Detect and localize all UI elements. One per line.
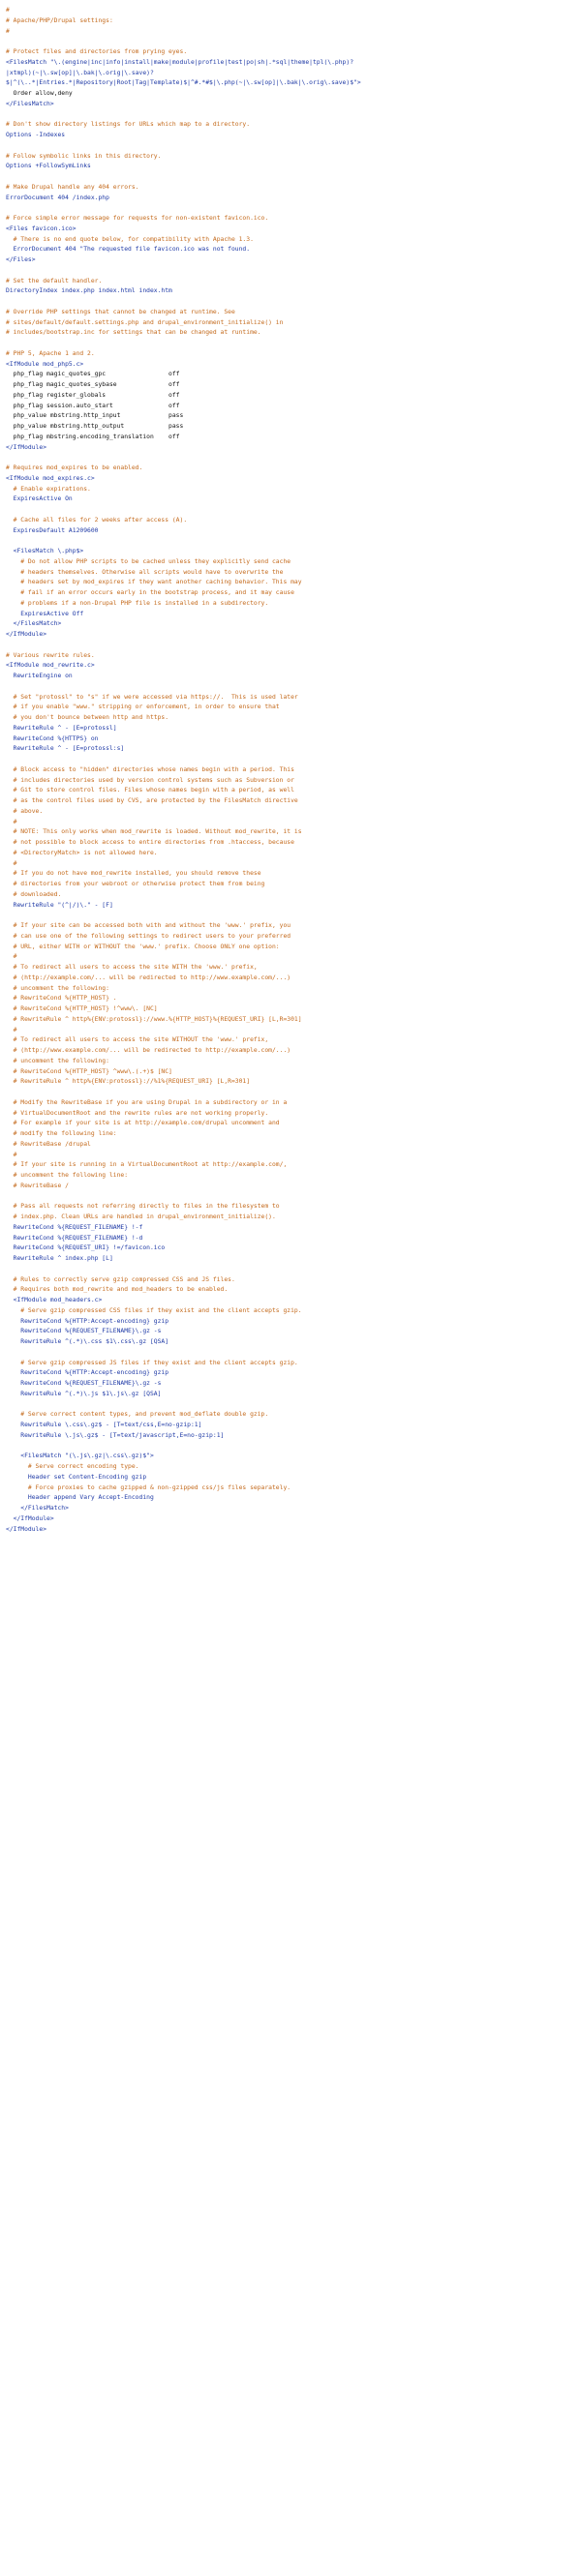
directive-line: RewriteRule ^(.*)\.js $1\.js\.gz [QSA]	[6, 1390, 162, 1397]
comment-line: # Enable expirations.	[6, 485, 91, 493]
comment-line: #	[6, 1151, 17, 1158]
comment-line: # Force simple error message for requests for non-existent favicon.ico.	[6, 215, 269, 222]
directive-line: ErrorDocument 404 /index.php	[6, 194, 109, 201]
comment-line: # PHP 5, Apache 1 and 2.	[6, 349, 95, 357]
tag-line: <FilesMatch "\.(engine|inc|info|install|make|module|profile|test|po|sh|.*sql|theme|tpl(\.php)?	[6, 58, 354, 66]
comment-line: # RewriteRule ^ http%{ENV:protossl}://%1%{REQUEST_URI} [L,R=301]	[6, 1078, 251, 1086]
tag-line: </IfModule>	[6, 1514, 54, 1522]
comment-line: # can use one of the following settings to redirect users to your preferred	[6, 932, 291, 940]
directive-line: ExpiresActive Off	[6, 610, 84, 617]
directive-line: Options +FollowSymLinks	[6, 163, 91, 170]
blank-line	[6, 1088, 575, 1098]
comment-line: # If your site is running in a VirtualDocumentRoot at http://example.com/,	[6, 1161, 288, 1169]
comment-line: # not possible to block access to entire directories from .htaccess, because	[6, 839, 294, 846]
comment-line: # modify the following line:	[6, 1130, 117, 1137]
comment-line: # Rules to correctly serve gzip compressed CSS and JS files.	[6, 1275, 235, 1283]
comment-line: # RewriteBase /	[6, 1182, 69, 1189]
comment-line: # uncomment the following line:	[6, 1172, 129, 1179]
directive-line: Options -Indexes	[6, 132, 66, 138]
comment-line: #	[6, 27, 10, 35]
comment-line: # uncomment the following:	[6, 1057, 109, 1064]
comment-line: # problems if a non-Drupal PHP file is installed in a subdirectory.	[6, 599, 269, 607]
setting-line: Order allow,deny	[6, 90, 73, 97]
comment-line: # as the control files used by CVS, are protected by the FilesMatch directive	[6, 797, 298, 804]
blank-line	[6, 37, 575, 47]
comment-line: # To redirect all users to access the site WITHOUT the 'www.' prefix,	[6, 1036, 269, 1044]
directive-line: DirectoryIndex index.php index.html index.htm	[6, 287, 172, 295]
directive-line: ErrorDocument 404 "The requested file favicon.ico was not found.	[6, 246, 251, 254]
directive-line: RewriteCond %{REQUEST_FILENAME} !-d	[6, 1234, 143, 1242]
comment-line: # Force proxies to cache gzipped & non-gzipped css/js files separately.	[6, 1483, 291, 1491]
directive-line: RewriteCond %{REQUEST_FILENAME}\.gz -s	[6, 1380, 162, 1387]
comment-line: #	[6, 953, 17, 961]
directive-line: RewriteCond %{HTTP:Accept-encoding} gzip	[6, 1369, 169, 1377]
blank-line	[6, 1192, 575, 1203]
tag-line: <Files favicon.ico>	[6, 225, 76, 232]
comment-line: #	[6, 1026, 17, 1033]
comment-line: # Serve gzip compressed CSS files if they exist and the client accepts gzip.	[6, 1306, 302, 1314]
blank-line	[6, 1442, 575, 1453]
tag-line: </IfModule>	[6, 1525, 47, 1533]
comment-line: # RewriteCond %{HTTP_HOST} ^www\.(.+)$ [NC]	[6, 1067, 172, 1075]
blank-line	[6, 641, 575, 651]
comment-line: # (http://www.example.com/... will be redirected to http://example.com/...)	[6, 1047, 291, 1054]
comment-line: # Serve correct encoding type.	[6, 1463, 139, 1470]
comment-line: # Do not allow PHP scripts to be cached unless they explicitly send cache	[6, 557, 291, 565]
blank-line	[6, 1400, 575, 1411]
comment-line: # RewriteBase /drupal	[6, 1140, 91, 1148]
comment-line: # downloaded.	[6, 890, 62, 898]
comment-line: # Various rewrite rules.	[6, 651, 95, 659]
comment-line: # Serve gzip compressed JS files if they exist and the client accepts gzip.	[6, 1359, 298, 1366]
comment-line: # you don't bounce between http and https.	[6, 714, 169, 721]
comment-line: #	[6, 818, 17, 825]
comment-line: # headers set by mod_expires if they want another caching behavior. This may	[6, 579, 302, 586]
tag-line: </IfModule>	[6, 443, 47, 451]
directive-line: RewriteRule \.js\.gz$ - [T=text/javascript,E=no-gzip:1]	[6, 1431, 225, 1439]
comment-line: # if you enable "www." stripping or enforcement, in order to ensure that	[6, 704, 280, 711]
directive-line: Header append Vary Accept-Encoding	[6, 1494, 154, 1502]
directive-line: RewriteCond %{HTTPS} on	[6, 734, 99, 742]
tag-line: <IfModule mod_expires.c>	[6, 474, 95, 482]
blank-line	[6, 266, 575, 277]
blank-line	[6, 682, 575, 693]
directive-line: RewriteRule ^ - [E=protossl:s]	[6, 745, 125, 753]
comment-line: # above.	[6, 807, 44, 815]
comment-line: # index.php. Clean URLs are handled in drupal_environment_initialize().	[6, 1213, 276, 1220]
comment-line: # Pass all requests not referring directly to files in the filesystem to	[6, 1203, 280, 1211]
directive-line: RewriteRule ^(.*)\.css $1\.css\.gz [QSA]	[6, 1338, 169, 1345]
comment-line: # directories from your webroot or otherwise protect them from being	[6, 881, 265, 887]
comment-line: # For example if your site is at http://example.com/drupal uncomment and	[6, 1120, 280, 1127]
tag-line: <FilesMatch \.php$>	[6, 548, 84, 554]
comment-line: # Follow symbolic links in this directory.	[6, 152, 162, 160]
setting-line: php_value mbstring.http_input pass	[6, 412, 184, 420]
setting-line: php_flag magic_quotes_sybase off	[6, 381, 180, 388]
blank-line	[6, 110, 575, 121]
blank-line	[6, 1348, 575, 1359]
blank-line	[6, 141, 575, 152]
comment-line: # Protect files and directories from prying eyes.	[6, 48, 188, 55]
blank-line	[6, 453, 575, 464]
blank-line	[6, 172, 575, 183]
blank-line	[6, 755, 575, 765]
comment-line: #	[6, 7, 10, 14]
directive-line: ExpiresActive On	[6, 495, 73, 503]
directive-line: RewriteCond %{REQUEST_FILENAME}\.gz -s	[6, 1328, 162, 1335]
comment-line: # Make Drupal handle any 404 errors.	[6, 183, 139, 191]
tag-line: </Files>	[6, 256, 36, 263]
directive-line: RewriteCond %{REQUEST_URI} !=/favicon.ico	[6, 1244, 166, 1252]
setting-line: php_flag magic_quotes_gpc off	[6, 371, 180, 378]
comment-line: # Override PHP settings that cannot be changed at runtime. See	[6, 308, 235, 315]
tag-line: </FilesMatch>	[6, 100, 54, 107]
tag-line: <IfModule mod_headers.c>	[6, 1297, 103, 1303]
comment-line: # <DirectoryMatch> is not allowed here.	[6, 849, 158, 856]
tag-line: |xtmpl)(~|\.sw[op]|\.bak|\.orig|\.save)?	[6, 69, 154, 76]
blank-line	[6, 203, 575, 214]
comment-line: # If your site can be accessed both with and without the 'www.' prefix, you	[6, 922, 291, 929]
directive-line: RewriteEngine on	[6, 673, 73, 679]
comment-line: # Don't show directory listings for URLs which map to a directory.	[6, 121, 251, 129]
tag-line: <IfModule mod_php5.c>	[6, 360, 84, 368]
blank-line	[6, 1265, 575, 1275]
directive-line: RewriteCond %{REQUEST_FILENAME} !-f	[6, 1223, 143, 1231]
comment-line: # sites/default/default.settings.php and drupal_environment_initialize() in	[6, 318, 284, 326]
comment-line: # Requires mod_expires to be enabled.	[6, 464, 143, 471]
directive-line: RewriteRule ^ index.php [L]	[6, 1255, 113, 1262]
blank-line	[6, 536, 575, 547]
tag-line: <IfModule mod_rewrite.c>	[6, 662, 95, 670]
setting-line: php_flag mbstring.encoding_translation off	[6, 433, 180, 440]
blank-line	[6, 911, 575, 921]
setting-line: php_value mbstring.http_output pass	[6, 423, 184, 430]
comment-line: # Set "protossl" to "s" if we were accessed via https://. This is used later	[6, 693, 298, 701]
comment-line: # RewriteCond %{HTTP_HOST} .	[6, 995, 117, 1003]
comment-line: # fail if an error occurs early in the bootstrap process, and it may cause	[6, 589, 294, 596]
comment-line: # NOTE: This only works when mod_rewrite is loaded. Without mod_rewrite, it is	[6, 828, 302, 836]
comment-line: # If you do not have mod_rewrite installed, you should remove these	[6, 870, 261, 878]
blank-line	[6, 339, 575, 349]
comment-line: # Serve correct content types, and prevent mod_deflate double gzip.	[6, 1411, 269, 1419]
comment-line: # Block access to "hidden" directories whose names begin with a period. This	[6, 765, 294, 773]
comment-line: # RewriteCond %{HTTP_HOST} !^www\. [NC]	[6, 1005, 158, 1012]
comment-line: # Git to store control files. Files whose names begin with a period, as well	[6, 787, 294, 794]
comment-line: # Set the default handler.	[6, 277, 103, 285]
tag-line: $|^(\..*|Entries.*|Repository|Root|Tag|Template)$|^#.*#$|\.php(~|\.sw[op]|\.bak|\.orig\.save)$">	[6, 79, 361, 87]
directive-line: RewriteCond %{HTTP:Accept-encoding} gzip	[6, 1317, 169, 1325]
comment-line: # uncomment the following:	[6, 984, 109, 992]
directive-line: ExpiresDefault A1209600	[6, 526, 99, 534]
comment-line: # To redirect all users to access the site WITH the 'www.' prefix,	[6, 964, 258, 971]
tag-line: <FilesMatch "(\.js\.gz|\.css\.gz)$">	[6, 1453, 154, 1460]
setting-line: php_flag register_globals off	[6, 391, 180, 399]
directive-line: RewriteRule \.css\.gz$ - [T=text/css,E=no-gzip:1]	[6, 1422, 202, 1428]
comment-line: # Modify the RewriteBase if you are using Drupal in a subdirectory or in a	[6, 1098, 288, 1106]
setting-line: php_flag session.auto_start off	[6, 402, 180, 409]
directive-line: Header set Content-Encoding gzip	[6, 1473, 147, 1481]
tag-line: </FilesMatch>	[6, 620, 62, 628]
directive-line: RewriteRule ^ - [E=protossl]	[6, 724, 117, 732]
comment-line: # URL, either WITH or WITHOUT the 'www.' prefix. Choose ONLY one option:	[6, 943, 280, 950]
comment-line: # RewriteRule ^ http%{ENV:protossl}://www.%{HTTP_HOST}%{REQUEST_URI} [L,R=301]	[6, 1015, 302, 1023]
comment-line: # includes/bootstrap.inc for settings that can be changed at runtime.	[6, 329, 261, 337]
tag-line: </FilesMatch>	[6, 1505, 69, 1512]
blank-line	[6, 297, 575, 308]
tag-line: </IfModule>	[6, 631, 47, 638]
comment-line: # VirtualDocumentRoot and the rewrite rules are not working properly.	[6, 1109, 269, 1117]
comment-line: # headers themselves. Otherwise all scripts would have to overwrite the	[6, 568, 284, 576]
directive-line: RewriteRule "(^|/)\." - [F]	[6, 901, 113, 909]
comment-line: #	[6, 859, 17, 867]
comment-line: # Requires both mod_rewrite and mod_headers to be enabled.	[6, 1286, 229, 1294]
comment-line: # Cache all files for 2 weeks after access (A).	[6, 516, 188, 524]
comment-line: # includes directories used by version control systems such as Subversion or	[6, 776, 294, 784]
blank-line	[6, 505, 575, 516]
comment-line: # Apache/PHP/Drupal settings:	[6, 16, 113, 24]
comment-line: # There is no end quote below, for compatibility with Apache 1.3.	[6, 235, 254, 243]
comment-line: # (http://example.com/... will be redirected to http://www.example.com/...)	[6, 973, 291, 981]
